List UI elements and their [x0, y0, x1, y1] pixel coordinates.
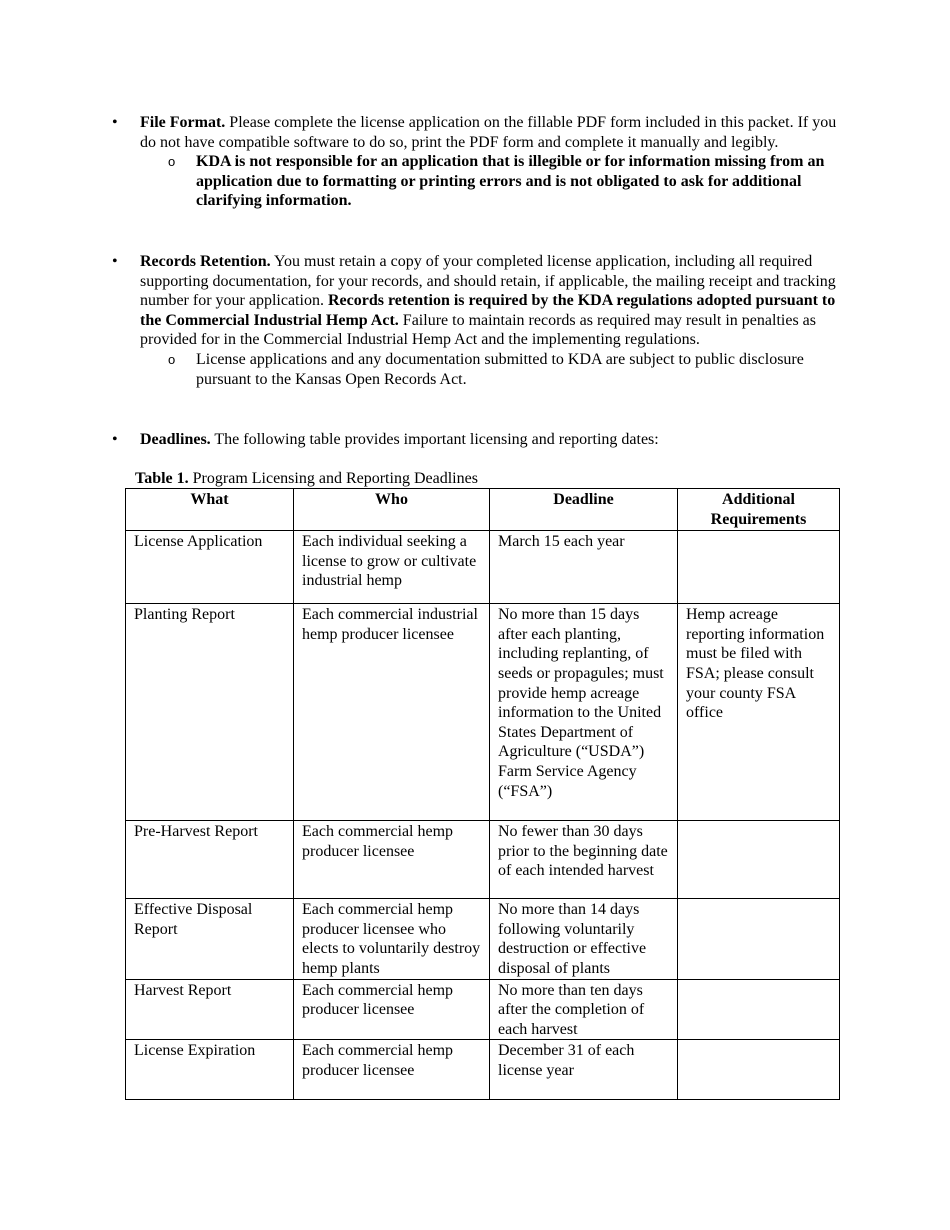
header-what: What: [126, 489, 294, 531]
table-header-row: [126, 489, 840, 531]
cell-additional: [678, 899, 840, 979]
records-retention-title: Records Retention.: [140, 253, 271, 270]
cell-additional: [678, 531, 840, 604]
table-row: [126, 531, 840, 604]
cell-additional: [678, 821, 840, 899]
cell-additional: Hemp acreage reporting information must be filed with FSA; please consult your county FSA office: [678, 604, 840, 821]
bullet-marker: •: [112, 114, 118, 131]
table-row: [126, 1040, 840, 1100]
file-format-subitem: [168, 152, 842, 211]
cell-who: Each commercial hemp producer licensee: [294, 979, 490, 1040]
records-retention-bold: Records retention is required by the KDA regulations adopted pursuant to the Commercial Industrial Hemp Act.: [140, 292, 836, 329]
cell-what: Pre-Harvest Report: [126, 821, 294, 899]
records-retention-text-b: Failure to maintain records as required may result in penalties as provided for in the Commercial Industrial Hemp Act and the implementing regulations.: [140, 311, 816, 349]
cell-what: License Expiration: [126, 1040, 294, 1100]
cell-deadline: No more than 15 days after each planting, including replanting, of seeds or propagules; must provide hemp acreage information to the United States Department of Agriculture (“USDA”) Farm Service Agency (“FSA”): [490, 604, 678, 821]
cell-deadline: No more than 14 days following voluntarily destruction or effective disposal of plants: [490, 899, 678, 979]
table-row: [126, 899, 840, 979]
cell-additional: [678, 979, 840, 1040]
cell-who: Each commercial hemp producer licensee: [294, 821, 490, 899]
cell-what: Planting Report: [126, 604, 294, 821]
cell-deadline: No more than ten days after the completion of each harvest: [490, 979, 678, 1040]
table-caption: [135, 469, 478, 489]
cell-who: Each commercial hemp producer licensee who elects to voluntarily destroy hemp plants: [294, 899, 490, 979]
deadlines-section: [112, 430, 842, 450]
sub-bullet-marker: o: [168, 351, 176, 367]
records-retention-text-a: You must retain a copy of your completed license application, including all required supporting documentation, for your records, and should retain, if applicable, the mailing receipt and tracking number for your application.: [140, 253, 836, 310]
records-retention-section: [112, 252, 842, 389]
records-retention-note: License applications and any documentation submitted to KDA are subject to public disclosure pursuant to the Kansas Open Records Act.: [196, 350, 804, 388]
cell-what: Harvest Report: [126, 979, 294, 1040]
bullet-marker: •: [112, 431, 118, 448]
bullet-marker: •: [112, 253, 118, 270]
table-caption-text: Program Licensing and Reporting Deadlines: [188, 470, 478, 487]
deadlines-text: The following table provides important licensing and reporting dates:: [210, 431, 659, 448]
cell-who: Each individual seeking a license to grow or cultivate industrial hemp: [294, 531, 490, 604]
table-row: [126, 604, 840, 821]
records-retention-subitem: [168, 350, 842, 389]
cell-what: Effective Disposal Report: [126, 899, 294, 979]
table-caption-label: Table 1.: [135, 470, 189, 487]
deadlines-table: [125, 488, 840, 1100]
file-format-note: KDA is not responsible for an application that is illegible or for information missing from an application due to formatting or printing errors and is not obligated to ask for additional clarifying information.: [196, 153, 825, 210]
header-who: Who: [294, 489, 490, 531]
cell-who: Each commercial industrial hemp producer licensee: [294, 604, 490, 821]
cell-who: Each commercial hemp producer licensee: [294, 1040, 490, 1100]
header-deadline: Deadline: [490, 489, 678, 531]
cell-deadline: No fewer than 30 days prior to the beginning date of each intended harvest: [490, 821, 678, 899]
header-additional-requirements: Additional Requirements: [678, 489, 840, 531]
table-row: [126, 821, 840, 899]
cell-additional: [678, 1040, 840, 1100]
deadlines-title: Deadlines.: [140, 431, 211, 448]
file-format-title: File Format.: [140, 114, 226, 131]
file-format-section: [112, 113, 842, 211]
table-row: [126, 979, 840, 1040]
cell-deadline: December 31 of each license year: [490, 1040, 678, 1100]
cell-what: License Application: [126, 531, 294, 604]
sub-bullet-marker: o: [168, 154, 176, 170]
file-format-text: Please complete the license application on the fillable PDF form included in this packet. If you do not have compatible software to do so, print the PDF form and complete it manually and legibly.: [140, 114, 837, 151]
cell-deadline: March 15 each year: [490, 531, 678, 604]
